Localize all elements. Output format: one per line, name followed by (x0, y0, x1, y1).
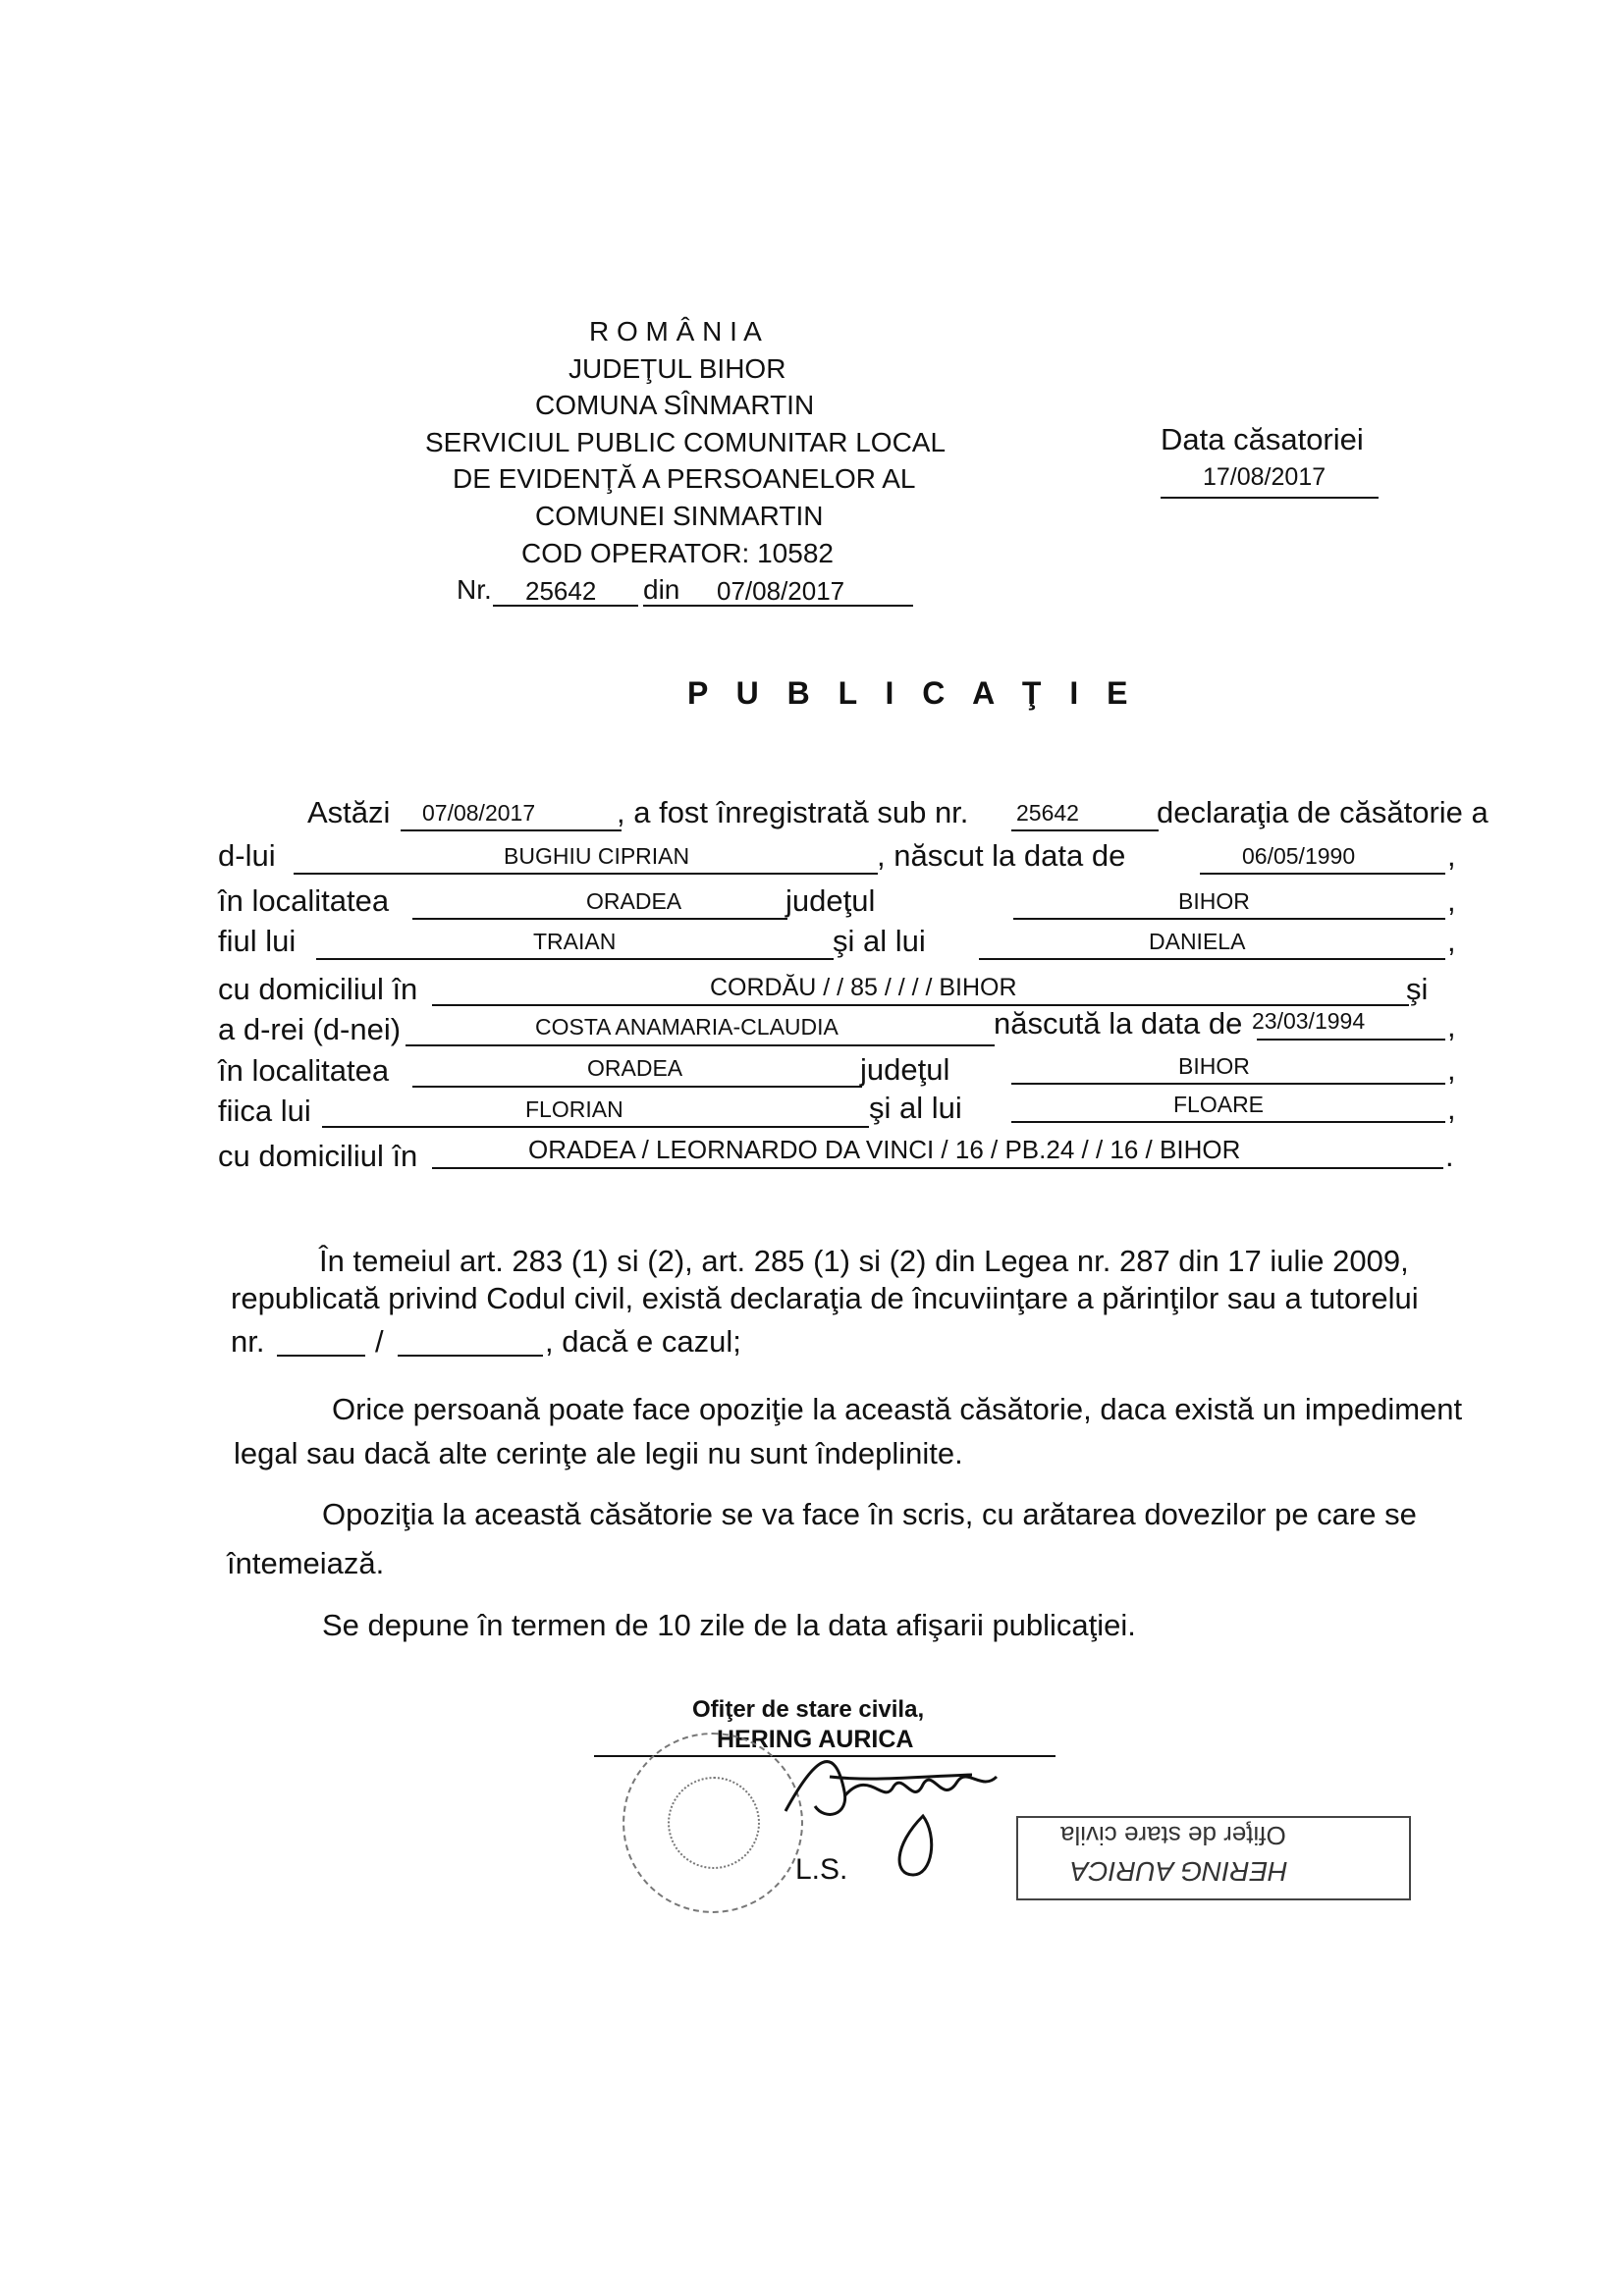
bride-father-line (322, 1126, 869, 1128)
header-service-line2: DE EVIDENŢĂ A PERSOANELOR AL (453, 463, 916, 494)
opposition-p2-line1: Opoziţia la această căsătorie se va face în scris, cu arătarea dovezilor pe care se (322, 1497, 1417, 1531)
astazi-value: 07/08/2017 (422, 800, 536, 826)
header-service-line1: SERVICIUL PUBLIC COMUNITAR LOCAL (425, 427, 947, 457)
groom-domicile-line (432, 1004, 1409, 1006)
bride-county: BIHOR (1178, 1053, 1250, 1079)
groom-county-comma: , (1447, 883, 1456, 918)
marriage-date-value: 17/08/2017 (1203, 463, 1326, 491)
groom-county: BIHOR (1178, 888, 1250, 914)
name-stamp-line1: Ofiţer de stare civila (1060, 1821, 1286, 1850)
bride-born-text: născută la data de (994, 1006, 1243, 1041)
marriage-date-label: Data căsatoriei (1161, 422, 1364, 456)
bride-locality: ORADEA (587, 1055, 683, 1081)
bride-father: FLORIAN (525, 1096, 623, 1122)
legal-line1: În temeiul art. 283 (1) si (2), art. 285 (1) si (2) din Legea nr. 287 din 17 iulie 2009, (319, 1244, 1409, 1278)
bride-domicile-period: . (1445, 1139, 1454, 1173)
groom-locality: ORADEA (586, 888, 682, 914)
groom-birth-line (1200, 873, 1445, 875)
opposition-p2-line2: întemeiază. (227, 1546, 385, 1580)
marriage-date-line (1161, 497, 1379, 499)
groom-mother-label: şi al lui (833, 924, 926, 958)
header-nr-value: 25642 (525, 576, 597, 606)
registered-nr: 25642 (1016, 800, 1079, 826)
bride-domicile-line (432, 1167, 1443, 1169)
legal-line2: republicată privind Codul civil, există declaraţia de încuviinţare a părinţilor sau a tutorelui (231, 1281, 1419, 1315)
bride-mother-comma: , (1447, 1092, 1456, 1126)
bride-mother-label: şi al lui (869, 1091, 962, 1125)
legal-nr-suffix: , dacă e cazul; (545, 1324, 741, 1359)
groom-mother: DANIELA (1149, 929, 1246, 954)
bride-father-label: fiica lui (218, 1094, 311, 1128)
groom-name-line (294, 873, 878, 875)
groom-locality-label: în localitatea (218, 883, 390, 918)
groom-county-label: judeţul (785, 883, 876, 918)
astazi-line (401, 829, 622, 831)
header-nr-line (493, 605, 638, 607)
groom-domicile-label: cu domiciliul în (218, 972, 418, 1006)
astazi-label: Astăzi (307, 795, 391, 829)
ls-label: L.S. (795, 1853, 848, 1886)
bride-mother: FLOARE (1173, 1092, 1265, 1117)
groom-birth-comma: , (1447, 838, 1456, 873)
groom-prefix: d-lui (218, 838, 276, 873)
header-service-line3: COMUNEI SINMARTIN (535, 501, 824, 531)
bride-locality-line (412, 1086, 862, 1088)
bride-county-line (1011, 1083, 1445, 1085)
registered-text: , a fost înregistrată sub nr. (617, 795, 969, 829)
groom-locality-line (412, 918, 787, 920)
declaration-text: declaraţia de căsătorie a (1157, 795, 1489, 829)
header-din-value: 07/08/2017 (717, 576, 845, 606)
bride-domicile: ORADEA / LEORNARDO DA VINCI / 16 / PB.24 / / 16 / BIHOR (528, 1135, 1241, 1164)
legal-nr-line2 (398, 1355, 543, 1357)
opposition-p1-line1: Orice persoană poate face opoziţie la această căsătorie, daca există un impediment (332, 1392, 1463, 1426)
signature-role: Ofiţer de stare civila, (692, 1696, 925, 1723)
registered-nr-line (1011, 829, 1159, 831)
header-county: JUDEŢUL BIHOR (568, 353, 786, 384)
bride-county-label: judeţul (860, 1052, 950, 1087)
bride-locality-label: în localitatea (218, 1053, 390, 1088)
header-commune: COMUNA SÎNMARTIN (535, 390, 815, 420)
page-title: P U B L I C A Ţ I E (687, 675, 1138, 711)
legal-nr-label: nr. (231, 1324, 265, 1359)
bride-domicile-label: cu domiciliul în (218, 1139, 418, 1173)
groom-name: BUGHIU CIPRIAN (504, 843, 690, 869)
opposition-p1-line2: legal sau dacă alte cerinţe ale legii nu sunt îndeplinite. (234, 1436, 963, 1470)
groom-domicile: CORDĂU / / 85 / / / / BIHOR (710, 974, 1017, 1001)
bride-name-line (406, 1044, 995, 1046)
bride-birth-date: 23/03/1994 (1252, 1008, 1366, 1034)
groom-mother-line (979, 958, 1445, 960)
header-operator-code: COD OPERATOR: 10582 (521, 538, 834, 568)
and-text: şi (1406, 972, 1429, 1006)
groom-born-text: , născut la data de (877, 838, 1126, 873)
official-seal-inner (668, 1777, 760, 1869)
header-nr-label: Nr. (457, 574, 492, 605)
header-din-line (643, 605, 913, 607)
header-din-label: din (643, 574, 680, 605)
bride-birth-line (1257, 1039, 1445, 1041)
groom-mother-comma: , (1447, 924, 1456, 958)
groom-father: TRAIAN (533, 929, 617, 954)
header-country: R O M Â N I A (589, 316, 762, 347)
groom-father-label: fiul lui (218, 924, 297, 958)
bride-prefix: a d-rei (d-nei) (218, 1012, 402, 1046)
bride-mother-line (1011, 1121, 1445, 1123)
groom-county-line (1013, 918, 1445, 920)
bride-birth-comma: , (1447, 1009, 1456, 1043)
legal-nr-line1 (277, 1355, 365, 1357)
name-stamp-line2: HERING AURICA (1070, 1856, 1288, 1887)
bride-name: COSTA ANAMARIA-CLAUDIA (535, 1014, 839, 1040)
signature-name: HERING AURICA (717, 1726, 914, 1753)
bride-county-comma: , (1447, 1052, 1456, 1087)
groom-birth-date: 06/05/1990 (1242, 843, 1356, 869)
legal-slash: / (375, 1324, 384, 1359)
opposition-p3: Se depune în termen de 10 zile de la data afişarii publicaţiei. (322, 1608, 1136, 1642)
groom-father-line (316, 958, 834, 960)
